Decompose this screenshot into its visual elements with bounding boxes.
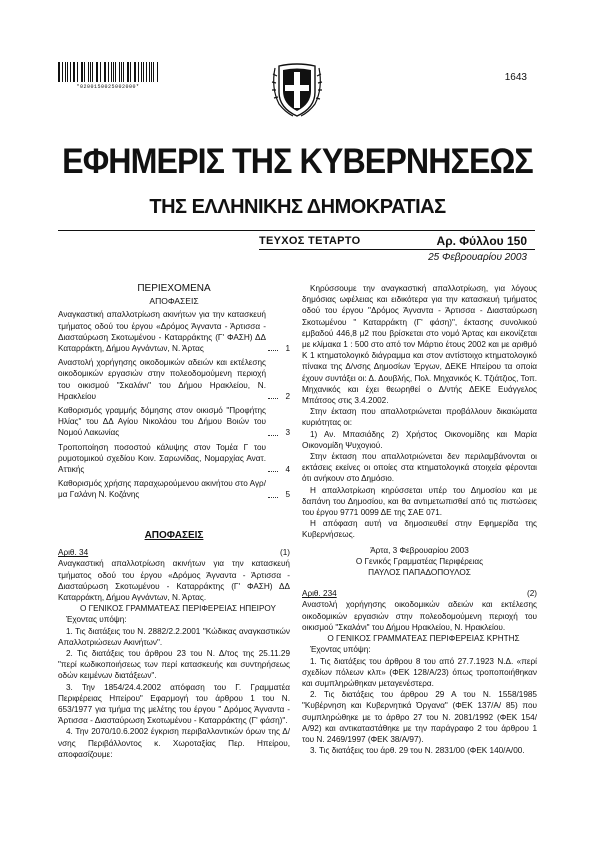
decision-1-paragraph: 2. Τις διατάξεις του άρθρου 23 του Ν. Δ/τος της 25.11.29 "περί κωδικοποιήσεως των περί κατασκευής και συντηρήσεως οδών κειμένων διατάξεων". xyxy=(58,649,290,681)
decision-1-header xyxy=(58,547,290,558)
page-number: 1643 xyxy=(504,72,527,83)
greek-coat-of-arms-emblem xyxy=(269,58,325,120)
toc-item-page: 1 xyxy=(285,344,290,354)
toc-dot-leader xyxy=(268,350,278,351)
decision-1-paragraphs xyxy=(58,626,290,760)
issue-label: ΤΕΥΧΟΣ ΤΕΤΑΡΤΟ xyxy=(259,235,361,247)
right-intro-text xyxy=(302,283,537,541)
decision-2-having: Έχοντας υπόψη: xyxy=(310,645,371,655)
toc-item xyxy=(58,405,290,439)
barcode-number: *0200150025002000* xyxy=(76,84,140,90)
toc-item-page: 5 xyxy=(285,490,290,500)
toc-item xyxy=(58,442,290,476)
decision-2-number: Αριθ. 234 xyxy=(302,589,337,599)
decision-1-paragraph: 1. Τις διατάξεις του Ν. 2882/2.2.2001 "Κώδικας αναγκαστικών Απαλλοτριώσεων Ακινήτων". xyxy=(58,626,290,647)
issue-date: 25 Φεβρουαρίου 2003 xyxy=(428,252,527,263)
barcode-bar xyxy=(135,62,136,82)
decision-1-paragraph: 4. Την 2070/10.6.2002 έγκριση περιβαλλοντικών όρων της Δ/νσης Περιβάλλοντος κ. Χωροταξίας Περ. Ηπείρου, αποφασίζουμε: xyxy=(58,727,290,759)
toc-item-page: 3 xyxy=(285,428,290,438)
toc-dot-leader xyxy=(268,471,278,472)
body-paragraph: Κηρύσσουμε την αναγκαστική απαλλοτρίωση, για λόγους δημόσιας ωφέλειας και ειδικότερα για την κατασκευή τμήματος οδού του έργου "Δρόμος Άγναντα - Άρτισσα - Διασταύρωση Σκοτωμένου " Καταρράκτη (Γ' φάση)", έκτασης συνολικού εμβαδού 446,8 μ2 που βρίσκεται στο νομό Άρτας και εικονίζεται με κλίμακα 1 : 500 στο από τον Μάρτιο έτους 2002 και με αριθμό Κ 1 κτηματολογικό διάγραμμα και στον αντίστοιχο κτηματολογικό πίνακα της Δ/νσης Δημοσίων Έργων, ΔΕΚΕ Ηπείρου τα οποία έχουν συντάξει οι: Δ. Δουβλής, Πολ. Μηχανικός Κ. Τζιάτζιος, Τοπ. Μηχανικός και έχει θεωρηθεί ο Δ/ντής ΔΕΚΕ Ευάγγελος Μπάτσος στις 3.4.2002. xyxy=(302,284,537,406)
toc-list xyxy=(58,309,290,500)
decisions-section xyxy=(58,530,290,760)
barcode-bar xyxy=(134,62,135,82)
table-of-contents xyxy=(58,283,290,504)
header-rule-bottom xyxy=(259,249,535,250)
toc-item-text: Τροποποίηση ποσοστού κάλυψης στον Τομέα Γ του ρυμοτομικού σχεδίου Κοιν. Σαρωνίδας, Νομαρχίας Ανατ. Αττικής xyxy=(58,442,266,475)
body-paragraph: 1) Αν. Μπασιάδης 2) Χρήστος Οικονομίδης και Μαρία Οικονομίδη Ψυχογιού. xyxy=(302,429,537,450)
barcode xyxy=(58,62,158,82)
body-paragraph: Στην έκταση που απαλλοτριώνεται δεν περιλαμβάνονται οι εκτάσεις εκείνες οι οποίες στα κτηματολογικά στοιχεία φέρονται ότι ανήκουν στο Δημόσιο. xyxy=(302,452,537,484)
toc-item xyxy=(58,478,290,500)
toc-dot-leader xyxy=(268,435,278,436)
decision-2-header xyxy=(302,588,537,599)
toc-item-page: 4 xyxy=(285,465,290,475)
toc-dot-leader xyxy=(268,497,278,498)
barcode-bar xyxy=(141,62,142,82)
gazette-title: ΕΦΗΜΕΡΙΣ ΤΗΣ ΚΥΒΕΡΝΗΣΕΩΣ xyxy=(62,142,533,181)
toc-item xyxy=(58,309,290,354)
barcode-bar xyxy=(84,62,85,82)
barcode-bar xyxy=(108,62,109,82)
barcode-bar xyxy=(62,62,63,82)
barcode-bar xyxy=(153,62,154,82)
gazette-subtitle: ΤΗΣ ΕΛΛΗΝΙΚΗΣ ΔΗΜΟΚΡΑΤΙΑΣ xyxy=(149,196,446,218)
decision-1-tag: (1) xyxy=(279,548,290,558)
decision-1-number: Αριθ. 34 xyxy=(58,548,89,558)
decision-1-authority: Ο ΓΕΝΙΚΟΣ ΓΡΑΜΜΑΤΕΑΣ ΠΕΡΙΦΕΡΕΙΑΣ ΗΠΕΙΡΟΥ xyxy=(80,604,276,614)
barcode-bar xyxy=(119,62,120,82)
barcode-bar xyxy=(74,62,75,82)
toc-item-text: Καθορισμός χρήσης παραχωρούμενου ακινήτου στο Αγρ/μα Γαλάνη Ν. Κοζάνης xyxy=(58,479,266,500)
decision-1-summary: Αναγκαστική απαλλοτρίωση ακινήτων για την κατασκευή τμήματος οδού του έργου «Δρόμος Άγναντα - Άρτισσα - Διασταύρωση Σκοτωμένου - Καταρράκτης (Γ' ΦΑΣΗ) ΔΔ Καταρράκτη, Δήμου Αγνάντων, Ν. Άρτας. xyxy=(58,559,290,603)
barcode-bar xyxy=(97,62,98,82)
barcode-bar xyxy=(77,62,78,82)
toc-item-text: Αναγκαστική απαλλοτρίωση ακινήτων για την κατασκευή τμήματος οδού του έργου «Δρόμος Άγναντα - Άρτισσα - Διασταύρωση Σκοτωμένου - Καταρράκτης (Γ' ΦΑΣΗ) ΔΔ Καταρράκτη, Δήμου Αγνάντων, Ν. Άρτας xyxy=(58,310,266,354)
decision-1-having: Έχοντας υπόψη: xyxy=(66,615,127,625)
right-column xyxy=(302,283,537,756)
body-paragraph: Η απόφαση αυτή να δημοσιευθεί στην Εφημερίδα της Κυβερνήσεως. xyxy=(302,519,537,540)
toc-item-page: 2 xyxy=(285,391,290,401)
barcode-bar xyxy=(115,62,116,82)
header-rule-top xyxy=(58,230,535,231)
barcode-bar xyxy=(149,62,150,82)
decision-2-paragraph: 1. Τις διατάξεις του άρθρου 8 του από 27.7.1923 Ν.Δ. «περί σχεδίων πόλεων κλπ» (ΦΕΚ 128/Α/23) όπως τροποποιήθηκαν και συμπληρώθηκαν μεταγενέστερα. xyxy=(302,656,537,688)
body-paragraph: Η απαλλοτρίωση κηρύσσεται υπέρ του Δημοσίου και με δαπάνη του Δημοσίου, και θα αντιμετωπισθεί από τις πιστώσεις του έργου 9771 0099 ΔΕ της ΣΑΕ 071. xyxy=(302,485,537,518)
body-paragraph: Στην έκταση που απαλλοτριώνεται προβάλλουν δικαιώματα κυριότητας οι: xyxy=(302,407,537,428)
signature-role: Ο Γενικός Γραμματέας Περιφέρειας xyxy=(355,556,484,566)
signature-place-date: Άρτα, 3 Φεβρουαρίου 2003 xyxy=(370,545,469,555)
barcode-bar xyxy=(100,62,101,82)
signature-name: ΠΑΥΛΟΣ ΠΑΠΑΔΟΠΟΥΛΟΣ xyxy=(368,568,471,578)
barcode-bar xyxy=(90,62,91,82)
sheet-number: Αρ. Φύλλου 150 xyxy=(436,234,527,248)
toc-item-text: Καθορισμός γραμμής δόμησης στον οικισμό "Προφήτης Ηλίας" του ΔΔ Αγίου Νικολάου του Δήμου Βοιών του Νομού Λακωνίας xyxy=(58,406,266,438)
decision-2-summary: Αναστολή χορήγησης οικοδομικών αδειών και εκτέλεσης οικοδομικών εργασιών στην πολεοδομούμενη περιοχή του οικισμού "Σκαλάνι" του Δήμου Ηρακλείου, Ν. Ηρακλείου. xyxy=(302,600,537,632)
barcode-bar xyxy=(123,62,124,82)
toc-item xyxy=(58,357,290,402)
toc-dot-leader xyxy=(268,398,278,399)
toc-item-text: Αναστολή χορήγησης οικοδομικών αδειών και εκτέλεσης οικοδομικών εργασιών στην πολεοδομούμενη περιοχή του οικισμού "Σκαλάνι" του Δήμου Ηρακλείου, Ν. Ηρακλείου xyxy=(58,358,266,401)
decision-2-paragraphs xyxy=(302,656,537,757)
decision-2-tag: (2) xyxy=(526,589,537,599)
decision-2-paragraph: 3. Τις διατάξεις του άρθ. 29 του Ν. 2831/00 (ΦΕΚ 140/Α/00. xyxy=(310,746,525,756)
toc-subheading: ΑΠΟΦΑΣΕΙΣ xyxy=(149,296,199,307)
decision-1-paragraph: 3. Την 1854/24.4.2002 απόφαση του Γ. Γραμματέα Περιφέρειας Ηπείρου" Εφαρμογή του άρθρου 1 του Ν. 653/1977 για τμήμα της μελέτης του έργου " Δρόμος Άγναντα - Άρτισσα - Διασταύρωση Σκοτωμένου - Καταρράκτης (Γ' φάση)". xyxy=(58,682,290,726)
decisions-title: ΑΠΟΦΑΣΕΙΣ xyxy=(144,530,204,541)
decision-2-authority: Ο ΓΕΝΙΚΟΣ ΓΡΑΜΜΑΤΕΑΣ ΠΕΡΙΦΕΡΕΙΑΣ ΚΡΗΤΗΣ xyxy=(327,634,520,644)
decision-2-paragraph: 2. Τις διατάξεις του άρθρου 29 Α του Ν. 1558/1985 "Κυβέρνηση και Κυβερνητικά Όργανα" (ΦΕΚ 137/Α/ 85) που συμπληρώθηκε με το άρθρο 27 του Ν. 2081/1992 (ΦΕΚ 154/Α/92) και αντικαταστάθηκε με την παράγραφο 2 του άρθρου 1 του Ν. 2469/1997 (ΦΕΚ 38/Α/97). xyxy=(302,690,537,744)
toc-heading: ΠΕΡΙΕΧΟΜΕΝΑ xyxy=(137,283,211,294)
barcode-bar xyxy=(67,62,68,82)
